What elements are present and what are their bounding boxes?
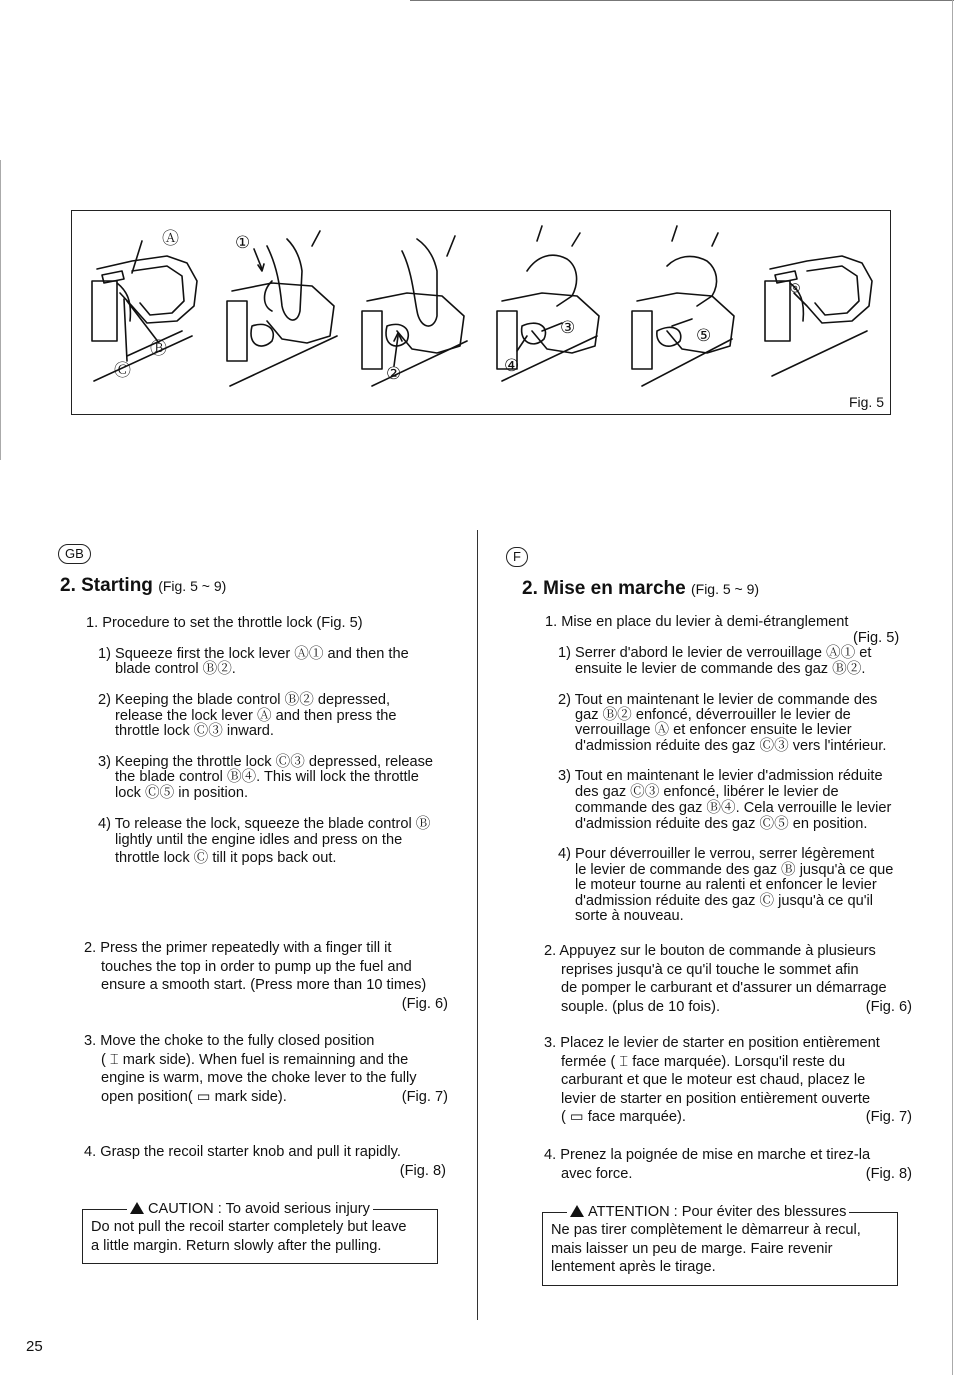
fr-item-4 bbox=[544, 1146, 912, 1183]
fr-caution-box bbox=[542, 1204, 898, 1286]
fr-item-3-line-4: levier de starter en position entièrement ouverte bbox=[561, 1090, 871, 1107]
fr-step-4-line-3: le moteur tourne au ralenti et enfoncer le levier bbox=[575, 877, 877, 893]
fr-item-3 bbox=[544, 1034, 912, 1127]
fr-item-3-line-5: ( ▭ face marquée). bbox=[561, 1109, 686, 1125]
section-title-gb bbox=[60, 575, 226, 597]
fr-item-1: 1. Mise en place du levier à demi-étranglement bbox=[545, 614, 849, 630]
gb-caution-box bbox=[82, 1201, 438, 1264]
fr-item-4-line-2: avec force. bbox=[561, 1165, 633, 1182]
fr-item-2-line-2: reprises jusqu'à ce qu'il touche le sommet afin bbox=[561, 961, 859, 978]
fr-caution-title: ATTENTION : Pour éviter des blessures bbox=[588, 1204, 847, 1220]
gb-item-3 bbox=[84, 1032, 448, 1106]
fr-step-3-line-3: commande des gaz Ⓑ④. Cela verrouille le levier bbox=[575, 800, 892, 816]
gb-step-3-line-2: the blade control Ⓑ④. This will lock the throttle bbox=[115, 769, 419, 785]
page-edge-right bbox=[952, 0, 953, 1375]
handle-panel-3 bbox=[362, 236, 467, 386]
gb-item-2-line-3: ensure a smooth start. (Press more than 10 times) bbox=[101, 977, 427, 993]
fr-step-2-line-1: 2) Tout en maintenant le levier de commande des bbox=[558, 692, 878, 708]
fr-item-4-line-1: 4. Prenez la poignée de mise en marche et tirez-la bbox=[544, 1147, 871, 1163]
page-number: 25 bbox=[26, 1338, 43, 1355]
gb-step-2-line-1: 2) Keeping the blade control Ⓑ② depressed, bbox=[98, 692, 391, 708]
figure-label: Fig. 5 bbox=[848, 394, 884, 410]
gb-item-2-ref: (Fig. 6) bbox=[401, 995, 448, 1012]
fr-step-4-line-4: d'admission réduite des gaz Ⓒ jusqu'à ce qu'il bbox=[575, 893, 873, 909]
section-title-fr bbox=[522, 578, 759, 600]
gb-step-4-line-1: 4) To release the lock, squeeze the blade control Ⓑ bbox=[98, 816, 431, 832]
gb-step-1-line-1: 1) Squeeze first the lock lever Ⓐ① and then the bbox=[98, 646, 409, 662]
svg-text:③: ③ bbox=[560, 318, 576, 338]
fr-item-2-ref: (Fig. 6) bbox=[865, 998, 912, 1015]
svg-text:⑤: ⑤ bbox=[696, 326, 712, 346]
handle-panel-5 bbox=[632, 226, 734, 386]
fr-caution-header bbox=[567, 1202, 849, 1222]
page-edge-left bbox=[0, 160, 1, 460]
fr-item-2-line-1: 2. Appuyez sur le bouton de commande à plusieurs bbox=[544, 943, 876, 959]
column-divider bbox=[477, 530, 478, 1320]
gb-item-2-line-2: touches the top in order to pump up the fuel and bbox=[101, 958, 412, 975]
svg-text:Ⓑ: Ⓑ bbox=[150, 339, 167, 359]
gb-item-2 bbox=[84, 939, 448, 1013]
handle-panel-2 bbox=[227, 231, 337, 386]
figure-5-illustration bbox=[72, 211, 890, 414]
warning-icon bbox=[570, 1205, 584, 1217]
gb-step-2-line-3: throttle lock Ⓒ③ inward. bbox=[115, 723, 274, 739]
fr-item-3-line-1: 3. Placez le levier de starter en position entièrement bbox=[544, 1035, 880, 1051]
warning-icon bbox=[130, 1202, 144, 1214]
top-rule bbox=[410, 0, 954, 1]
section-title-gb-text: 2. Starting bbox=[60, 575, 153, 596]
svg-text:Ⓒ: Ⓒ bbox=[114, 361, 131, 381]
fr-step-2-line-4: d'admission réduite des gaz Ⓒ③ vers l'intérieur. bbox=[575, 738, 887, 754]
fr-item-2-line-4: souple. (plus de 10 fois). bbox=[561, 998, 720, 1015]
fr-step-3-line-1: 3) Tout en maintenant le levier d'admission réduite bbox=[558, 768, 883, 784]
fr-caution-line-1: Ne pas tirer complètement le dèmarreur à recul, bbox=[551, 1222, 861, 1238]
fr-step-2-line-2: gaz Ⓑ② enfoncé, déverrouiller le levier de bbox=[575, 707, 851, 723]
fr-step-1-line-1: 1) Serrer d'abord le levier de verrouillage Ⓐ① et bbox=[558, 645, 872, 661]
svg-text:◎: ◎ bbox=[790, 280, 801, 294]
svg-text:④: ④ bbox=[504, 356, 520, 376]
gb-step-4-line-2: lightly until the engine idles and press on the bbox=[115, 832, 403, 848]
handle-panel-6 bbox=[765, 256, 872, 376]
gb-caution-line-2: a little margin. Return slowly after the pulling. bbox=[91, 1237, 382, 1254]
gb-item-3-line-3: engine is warm, move the choke lever to the fully bbox=[101, 1070, 417, 1086]
fr-step-3-line-2: des gaz Ⓒ③ enfoncé, libérer le levier de bbox=[575, 784, 839, 800]
handle-panel-4 bbox=[497, 226, 599, 381]
lang-badge-fr: F bbox=[506, 547, 528, 567]
gb-step-1-line-2: blade control Ⓑ②. bbox=[115, 661, 236, 677]
fr-item-3-line-2: fermée ( ⌶ face marquée). Lorsqu'il reste du bbox=[561, 1053, 846, 1070]
gb-item-3-line-1: 3. Move the choke to the fully closed position bbox=[84, 1033, 375, 1049]
gb-item-4-line-1: 4. Grasp the recoil starter knob and pull it rapidly. bbox=[84, 1144, 401, 1160]
section-title-fr-text: 2. Mise en marche bbox=[522, 578, 686, 599]
gb-caution-header bbox=[127, 1199, 373, 1219]
fr-item-2-line-3: de pomper le carburant et d'assurer un démarrage bbox=[561, 980, 887, 996]
gb-item-3-line-2: ( ⌶ mark side). When fuel is remainning and the bbox=[101, 1051, 409, 1068]
fr-step-4-line-5: sorte à nouveau. bbox=[575, 908, 684, 924]
figure-5 bbox=[71, 210, 891, 415]
fr-item-2 bbox=[544, 942, 912, 1016]
gb-step-3-line-1: 3) Keeping the throttle lock Ⓒ③ depressed, release bbox=[98, 754, 434, 770]
fr-item-3-ref: (Fig. 7) bbox=[865, 1109, 912, 1125]
fr-step-3-line-4: d'admission réduite des gaz Ⓒ⑤ en position. bbox=[575, 816, 868, 832]
gb-item-3-line-4: open position( ▭ mark side). bbox=[101, 1088, 287, 1105]
gb-caution-title: CAUTION : To avoid serious injury bbox=[148, 1201, 370, 1217]
fr-caution-line-3: lentement après le tirage. bbox=[551, 1259, 716, 1275]
fr-item-1-ref: (Fig. 5) bbox=[853, 630, 900, 646]
gb-item-2-line-1: 2. Press the primer repeatedly with a finger till it bbox=[84, 940, 392, 956]
section-title-gb-ref: (Fig. 5 ~ 9) bbox=[158, 578, 227, 594]
lang-badge-gb: GB bbox=[58, 544, 91, 564]
svg-text:Ⓐ: Ⓐ bbox=[162, 229, 179, 249]
fr-step-2-line-3: verrouillage Ⓐ et enfoncer ensuite le levier bbox=[575, 722, 852, 738]
fr-step-4-line-1: 4) Pour déverrouiller le verrou, serrer légèrement bbox=[558, 846, 875, 862]
svg-text:②: ② bbox=[386, 364, 402, 384]
fr-item-4-ref: (Fig. 8) bbox=[865, 1165, 912, 1182]
section-title-fr-ref: (Fig. 5 ~ 9) bbox=[690, 581, 760, 597]
fr-item-3-line-3: carburant et que le moteur est chaud, placez le bbox=[561, 1072, 866, 1088]
svg-text:①: ① bbox=[235, 233, 251, 253]
handle-panel-1 bbox=[92, 229, 197, 381]
gb-step-3-line-3: lock Ⓒ⑤ in position. bbox=[115, 785, 249, 801]
gb-step-2-line-2: release the lock lever Ⓐ and then press the bbox=[115, 708, 397, 724]
gb-item-4 bbox=[84, 1143, 446, 1180]
gb-item-3-ref: (Fig. 7) bbox=[401, 1088, 448, 1105]
fr-step-1-line-2: ensuite le levier de commande des gaz Ⓑ②. bbox=[575, 661, 866, 677]
gb-caution-line-1: Do not pull the recoil starter completely but leave bbox=[91, 1219, 407, 1235]
gb-item-1: 1. Procedure to set the throttle lock (Fig. 5) bbox=[86, 615, 363, 631]
fr-caution-line-2: mais laisser un peu de marge. Faire revenir bbox=[551, 1240, 833, 1257]
fr-step-4-line-2: le levier de commande des gaz Ⓑ jusqu'à ce que bbox=[575, 862, 894, 878]
gb-step-4-line-3: throttle lock Ⓒ till it pops back out. bbox=[115, 850, 337, 866]
gb-item-4-ref: (Fig. 8) bbox=[399, 1162, 446, 1179]
